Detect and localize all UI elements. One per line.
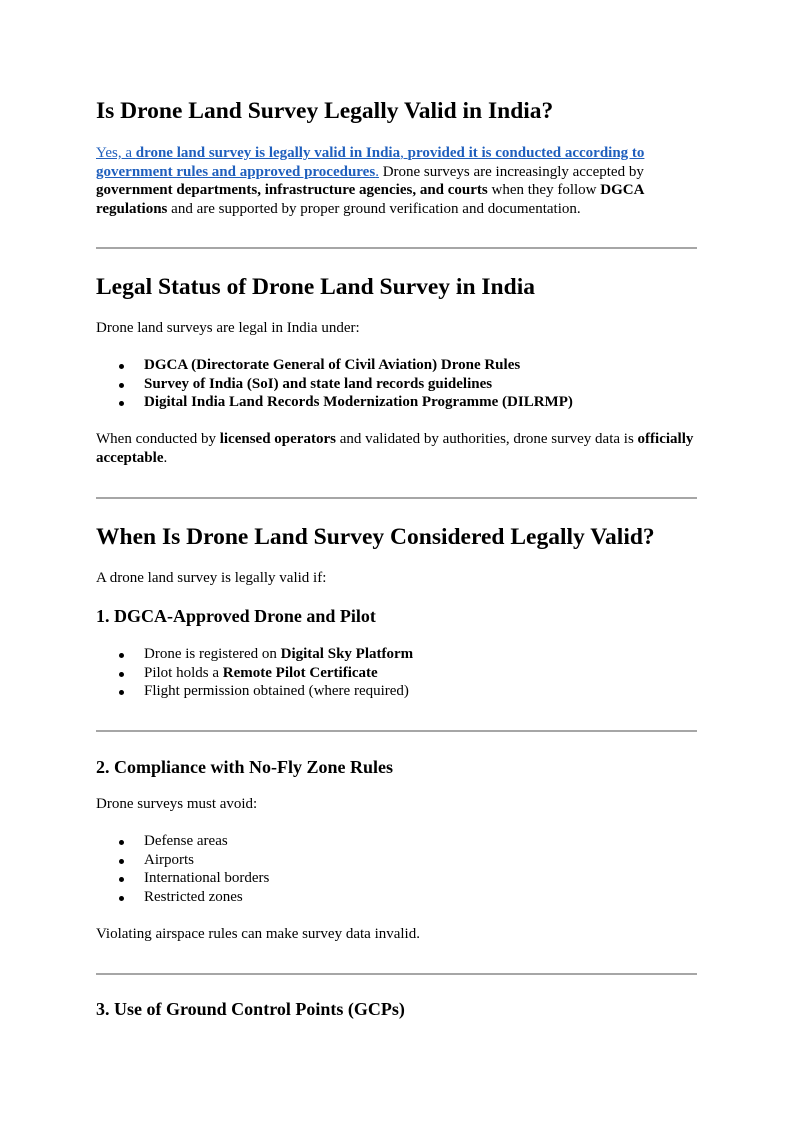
list-item: Airports <box>96 851 269 870</box>
legal-framework-list <box>96 356 573 412</box>
list-item: Drone is registered on Digital Sky Platform <box>96 645 413 664</box>
heading-validity-conditions: When Is Drone Land Survey Considered Legally Valid? <box>96 524 655 550</box>
section-divider <box>96 497 697 499</box>
airspace-warning: Violating airspace rules can make survey data invalid. <box>96 926 420 942</box>
list-item: Survey of India (SoI) and state land records guidelines <box>96 375 573 394</box>
list-item: International borders <box>96 869 269 888</box>
list-item: Flight permission obtained (where required) <box>96 682 413 701</box>
subheading-dgca-approved: 1. DGCA-Approved Drone and Pilot <box>96 606 376 626</box>
legal-status-conclusion: When conducted by licensed operators and validated by authorities, drone survey data is officially acceptable. <box>96 431 694 466</box>
legal-status-intro: Drone land surveys are legal in India under: <box>96 320 360 336</box>
no-fly-intro: Drone surveys must avoid: <box>96 796 258 812</box>
legal-validity-link[interactable]: Yes, a drone land survey is legally valid in India, provided it is conducted according to government rules and approved procedures. <box>96 145 645 180</box>
section-divider <box>96 247 697 249</box>
validity-intro: A drone land survey is legally valid if: <box>96 570 327 586</box>
subheading-gcp: 3. Use of Ground Control Points (GCPs) <box>96 999 405 1019</box>
list-item: Restricted zones <box>96 888 269 907</box>
list-item: Defense areas <box>96 832 269 851</box>
list-item: Digital India Land Records Modernization Programme (DILRMP) <box>96 393 573 412</box>
list-item: DGCA (Directorate General of Civil Aviation) Drone Rules <box>96 356 573 375</box>
heading-legal-validity: Is Drone Land Survey Legally Valid in India? <box>96 98 554 124</box>
subheading-no-fly-zone: 2. Compliance with No-Fly Zone Rules <box>96 757 393 777</box>
no-fly-zone-list <box>96 832 269 906</box>
list-item: Pilot holds a Remote Pilot Certificate <box>96 664 413 683</box>
dgca-requirements-list <box>96 645 413 701</box>
section-divider <box>96 730 697 732</box>
section-divider <box>96 973 697 975</box>
heading-legal-status: Legal Status of Drone Land Survey in India <box>96 274 535 300</box>
intro-paragraph: Yes, a drone land survey is legally valid in India, provided it is conducted according to government rules and approved procedures. Drone surveys are increasingly accepted by government departments, infrastructure agencies, and courts when they follow DGCA regulations and are supported by proper ground verification and documentation. <box>96 145 645 217</box>
